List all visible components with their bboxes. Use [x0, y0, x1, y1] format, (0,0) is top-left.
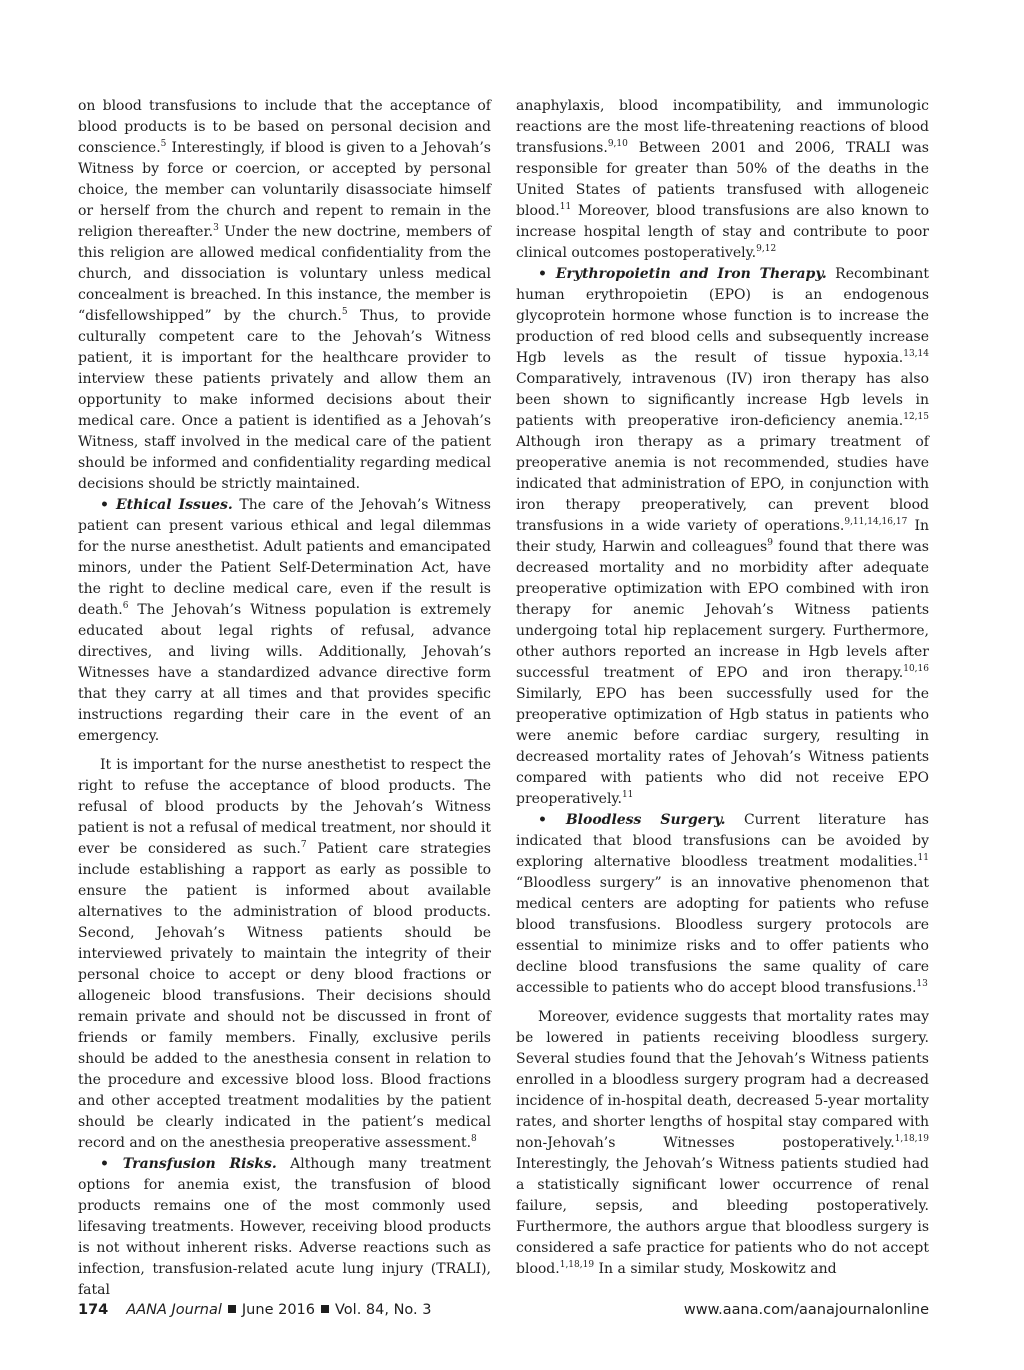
citation: 13,14	[903, 349, 929, 359]
right-column	[516, 96, 929, 1280]
citation: 9,10	[607, 139, 628, 149]
citation: 6	[122, 601, 129, 611]
paragraph-mortality-evidence: Moreover, evidence suggests that mortality rates may be lowered in patients receiving bloodless surgery. Several studies found that the Jehovah’s Witness patients enrolled in a bloodless surgery program had a decreased incidence of in-hospital death, decreased 5-year mortality rates, and shorter lengths of hospital stay compared with non-Jehovah’s Witnesses postoperatively.$^{1,18,19}$ Interestingly, the Jehovah’s Witness patients studied had a statistically significant lower occurrence of renal failure, sepsis, and bleeding postoperatively. Furthermore, the authors argue that bloodless surgery is considered a safe practice for patients who do not accept blood.$^{1,18,19}$ In a similar study, Moskowitz and	[516, 1009, 929, 1277]
left-column	[78, 96, 491, 1301]
paragraph-bloodless-surgery: • Bloodless Surgery. Current literature has indicated that blood transfusions can be avoided by exploring alternative bloodless treatment modalities.$^{11}$ “Bloodless surgery” is an innovative phenomenon that medical centers are adopting for patients who refuse blood transfusions. Bloodless surgery protocols are essential to minimize risks and to offer patients who decline blood transfusions the same quality of care accessible to patients who do accept blood transfusions.$^{13}$	[516, 812, 929, 996]
citation: 9,11,14,16,17	[844, 517, 908, 527]
citation: 11	[917, 853, 929, 863]
paragraph-ethical-issues: • Ethical Issues. The care of the Jehovah’s Witness patient can present various ethical and legal dilemmas for the nurse anesthetist. Adult patients and emancipated minors, under the Patient Self-Determination Act, have the right to decline medical care, even if the result is death.$^6$ The Jehovah’s Witness population is extremely educated about legal rights of refusal, advance directives, and living wills. Additionally, Jehovah’s Witnesses have a standardized advance directive form that they carry at all times and that provides specific instructions regarding their care in the event of an emergency.	[78, 497, 491, 744]
paragraph-religious-doctrine: on blood transfusions to include that the acceptance of blood products is to be based on personal decision and conscience.$^5$ Interestingly, if blood is given to a Jehovah’s Witness by force or coercion, or accepted by personal choice, the member can voluntarily disassociate himself or herself from the church and repent to remain in the religion thereafter.$^3$ Under the new doctrine, members of this religion are allowed medical confidentiality from the church, and dissociation is voluntary unless medical concealment is breached. In this instance, the member is “disfellowshipped” by the church.$^5$ Thus, to provide culturally competent care to the Jehovah’s Witness patient, it is important for the healthcare provider to interview these patients privately and allow them an opportunity to make informed decisions about their medical care. Once a patient is identified as a Jehovah’s Witness, staff involved in the medical care of the patient should be informed and confidentiality regarding medical decisions should be strictly maintained.	[78, 98, 491, 492]
square-bullet-icon	[321, 1305, 329, 1313]
citation: 11	[559, 202, 572, 212]
citation: 12,15	[903, 412, 929, 422]
issue-date: June 2016	[241, 1302, 315, 1318]
paragraph-transfusion-risks: • Transfusion Risks. Although many treatment options for anemia exist, the transfusion of blood products remains one of the most commonly used lifesaving treatments. However, receiving blood products is not without inherent risks. Adverse reactions such as infection, transfusion-related acute lung injury (TRALI), fatal	[78, 1156, 491, 1298]
citation: 9,12	[756, 244, 777, 254]
page-number: 174	[78, 1302, 109, 1318]
citation: 7	[300, 840, 307, 850]
paragraph-erythropoietin-iron: • Erythropoietin and Iron Therapy. Recombinant human erythropoietin (EPO) is an endogenous glycoprotein hormone whose function is to increase the production of red blood cells and subsequently increase Hgb levels as the result of tissue hypoxia.$^{13,14}$ Comparatively, intravenous (IV) iron therapy has also been shown to significantly increase Hgb levels in patients with preoperative iron-deficiency anemia.$^{12,15}$ Although iron therapy as a primary treatment of preoperative anemia is not recommended, studies have indicated that administration of EPO, in conjunction with iron therapy preoperatively, can prevent blood transfusions in a wide variety of operations.$^{9,11,14,16,17}$ In their study, Harwin and colleagues$^9$ found that there was decreased mortality and no morbidity after adequate preoperative optimization with EPO combined with iron therapy for anemic Jehovah’s Witness patients undergoing total hip replacement surgery. Furthermore, other authors reported an increase in Hgb levels after successful treatment of EPO and iron therapy.$^{10,16}$ Similarly, EPO has been successfully used for the preoperative optimization of Hgb status in patients who were anemic before cardiac surgery, resulting in decreased mortality rates of Jehovah’s Witness patients compared with patients who did not receive EPO preoperatively.$^{11}$	[516, 266, 929, 807]
section-heading: • Transfusion Risks.	[100, 1156, 277, 1172]
journal-name: AANA Journal	[126, 1302, 222, 1318]
citation: 13	[916, 979, 928, 989]
citation: 5	[341, 307, 348, 317]
square-bullet-icon	[228, 1305, 236, 1313]
citation: 1,18,19	[559, 1260, 595, 1270]
section-heading: • Ethical Issues.	[100, 497, 233, 513]
citation: 8	[471, 1134, 477, 1144]
journal-url-link[interactable]: www.aana.com/aanajournalonline	[683, 1302, 929, 1318]
section-heading: • Bloodless Surgery.	[538, 812, 726, 828]
page-footer	[78, 1302, 929, 1318]
citation: 5	[160, 139, 167, 149]
paragraph-patient-rights: It is important for the nurse anesthetist to respect the right to refuse the acceptance of blood products. The refusal of blood products by the Jehovah’s Witness patient is not a refusal of medical treatment, nor should it ever be considered as such.$^7$ Patient care strategies include establishing a rapport as early as possible to ensure the patient is informed about available alternatives to the administration of blood products. Second, Jehovah’s Witness patients should be interviewed privately to maintain the integrity of their personal choice to accept or deny blood fractions or allogeneic blood transfusions. Their decisions should remain private and should not be discussed in front of friends or family members. Finally, exclusive perils should be added to the anesthesia consent in relation to the procedure and excessive blood loss. Blood fractions and other accepted treatment modalities by the patient should be clearly indicated in the patient’s medical record and on the anesthesia preoperative assessment.$^8$	[78, 757, 491, 1151]
section-heading: • Erythropoietin and Iron Therapy.	[538, 266, 827, 282]
volume-number: Vol. 84, No. 3	[335, 1302, 432, 1318]
citation: 3	[213, 223, 219, 233]
citation: 10,16	[903, 664, 929, 674]
citation: 1,18,19	[894, 1134, 929, 1144]
paragraph-transfusion-reactions: anaphylaxis, blood incompatibility, and immunologic reactions are the most life-threatening reactions of blood transfusions.$^{9,10}$ Between 2001 and 2006, TRALI was responsible for greater than 50% of the deaths in the United States of patients transfused with allogeneic blood.$^{11}$ Moreover, blood transfusions are also known to increase hospital length of stay and contribute to poor clinical outcomes postoperatively.$^{9,12}$	[516, 98, 929, 261]
citation: 9	[767, 538, 773, 548]
citation: 11	[621, 790, 634, 800]
